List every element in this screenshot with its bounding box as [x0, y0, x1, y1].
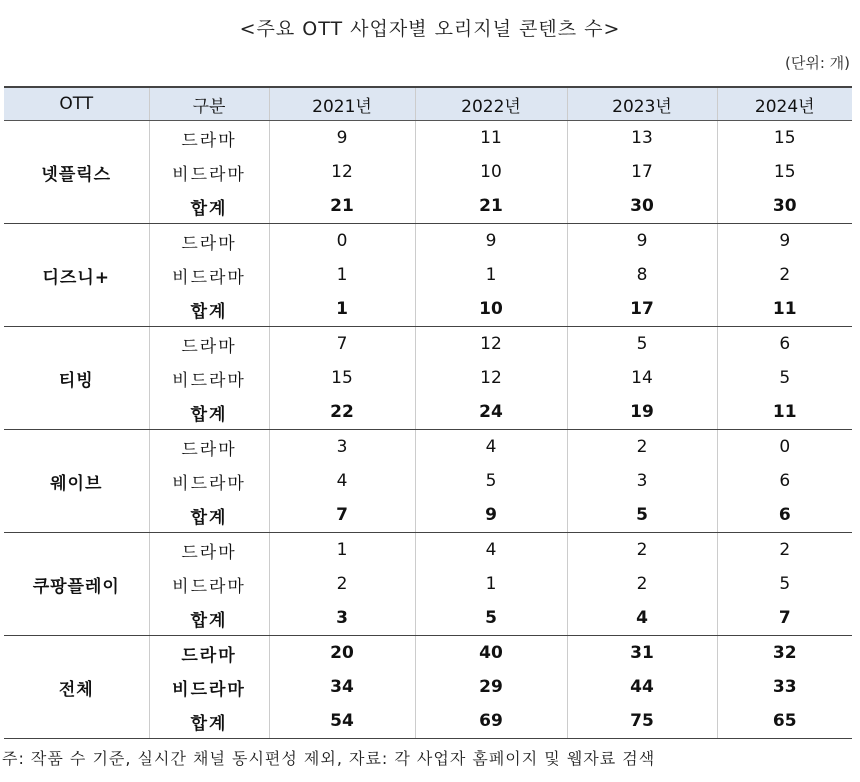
category-cell: 합계	[149, 189, 269, 224]
value-cell: 65	[717, 704, 852, 739]
value-cell: 9	[269, 121, 415, 156]
column-header-2021: 2021년	[269, 87, 415, 121]
value-cell: 7	[717, 601, 852, 636]
category-cell: 드라마	[149, 430, 269, 465]
value-cell: 4	[269, 464, 415, 498]
category-cell: 드라마	[149, 636, 269, 671]
value-cell: 4	[415, 430, 567, 465]
value-cell: 5	[415, 601, 567, 636]
value-cell: 2	[717, 258, 852, 292]
value-cell: 14	[567, 361, 717, 395]
value-cell: 54	[269, 704, 415, 739]
category-cell: 합계	[149, 498, 269, 533]
footnote: 주: 작품 수 기준, 실시간 채널 동시편성 제외, 자료: 각 사업자 홈페이지 및 웹자료 검색	[2, 749, 656, 768]
table-body	[4, 121, 852, 739]
value-cell: 9	[415, 498, 567, 533]
ott-content-table	[4, 86, 852, 739]
value-cell: 5	[567, 327, 717, 362]
value-cell: 12	[269, 155, 415, 189]
category-cell: 비드라마	[149, 361, 269, 395]
column-header-2024: 2024년	[717, 87, 852, 121]
ott-name-wavve: 웨이브	[4, 430, 149, 533]
value-cell: 2	[717, 533, 852, 568]
value-cell: 0	[269, 224, 415, 259]
value-cell: 24	[415, 395, 567, 430]
ott-name-tving: 티빙	[4, 327, 149, 430]
value-cell: 1	[269, 258, 415, 292]
value-cell: 1	[415, 567, 567, 601]
value-cell: 17	[567, 292, 717, 327]
value-cell: 44	[567, 670, 717, 704]
table-row	[4, 224, 852, 259]
value-cell: 29	[415, 670, 567, 704]
category-cell: 드라마	[149, 224, 269, 259]
category-cell: 합계	[149, 704, 269, 739]
value-cell: 15	[269, 361, 415, 395]
value-cell: 6	[717, 464, 852, 498]
value-cell: 5	[717, 361, 852, 395]
value-cell: 15	[717, 155, 852, 189]
value-cell: 20	[269, 636, 415, 671]
value-cell: 33	[717, 670, 852, 704]
value-cell: 1	[269, 292, 415, 327]
value-cell: 7	[269, 327, 415, 362]
value-cell: 8	[567, 258, 717, 292]
value-cell: 5	[567, 498, 717, 533]
table-row	[4, 121, 852, 156]
value-cell: 15	[717, 121, 852, 156]
category-cell: 비드라마	[149, 567, 269, 601]
category-cell: 비드라마	[149, 464, 269, 498]
column-header-2023: 2023년	[567, 87, 717, 121]
value-cell: 4	[567, 601, 717, 636]
category-cell: 합계	[149, 292, 269, 327]
value-cell: 3	[567, 464, 717, 498]
value-cell: 6	[717, 327, 852, 362]
value-cell: 3	[269, 601, 415, 636]
value-cell: 1	[415, 258, 567, 292]
category-cell: 합계	[149, 395, 269, 430]
category-cell: 드라마	[149, 533, 269, 568]
column-header-ott: OTT	[4, 87, 149, 121]
value-cell: 40	[415, 636, 567, 671]
value-cell: 11	[415, 121, 567, 156]
value-cell: 31	[567, 636, 717, 671]
value-cell: 3	[269, 430, 415, 465]
table-row	[4, 430, 852, 465]
value-cell: 17	[567, 155, 717, 189]
column-header-category: 구분	[149, 87, 269, 121]
ott-name-total: 전체	[4, 636, 149, 739]
column-header-2022: 2022년	[415, 87, 567, 121]
value-cell: 7	[269, 498, 415, 533]
value-cell: 2	[567, 533, 717, 568]
category-cell: 비드라마	[149, 258, 269, 292]
value-cell: 9	[717, 224, 852, 259]
value-cell: 10	[415, 155, 567, 189]
category-cell: 비드라마	[149, 670, 269, 704]
value-cell: 21	[269, 189, 415, 224]
table-row	[4, 636, 852, 671]
category-cell: 드라마	[149, 327, 269, 362]
ott-name-coupang-play: 쿠팡플레이	[4, 533, 149, 636]
value-cell: 30	[567, 189, 717, 224]
value-cell: 2	[567, 567, 717, 601]
category-cell: 비드라마	[149, 155, 269, 189]
value-cell: 1	[269, 533, 415, 568]
ott-name-disney-plus: 디즈니+	[4, 224, 149, 327]
value-cell: 9	[415, 224, 567, 259]
table-title: <주요 OTT 사업자별 오리지널 콘텐츠 수>	[239, 18, 621, 40]
table-row	[4, 327, 852, 362]
value-cell: 2	[567, 430, 717, 465]
value-cell: 5	[717, 567, 852, 601]
value-cell: 69	[415, 704, 567, 739]
value-cell: 22	[269, 395, 415, 430]
value-cell: 11	[717, 395, 852, 430]
value-cell: 12	[415, 327, 567, 362]
value-cell: 6	[717, 498, 852, 533]
value-cell: 13	[567, 121, 717, 156]
value-cell: 0	[717, 430, 852, 465]
table-row	[4, 533, 852, 568]
ott-name-netflix: 넷플릭스	[4, 121, 149, 224]
value-cell: 4	[415, 533, 567, 568]
value-cell: 11	[717, 292, 852, 327]
unit-label: (단위: 개)	[785, 54, 850, 72]
value-cell: 30	[717, 189, 852, 224]
value-cell: 2	[269, 567, 415, 601]
value-cell: 9	[567, 224, 717, 259]
category-cell: 드라마	[149, 121, 269, 156]
category-cell: 합계	[149, 601, 269, 636]
header-row	[4, 87, 852, 121]
value-cell: 19	[567, 395, 717, 430]
value-cell: 34	[269, 670, 415, 704]
value-cell: 21	[415, 189, 567, 224]
value-cell: 10	[415, 292, 567, 327]
value-cell: 32	[717, 636, 852, 671]
value-cell: 5	[415, 464, 567, 498]
value-cell: 75	[567, 704, 717, 739]
value-cell: 12	[415, 361, 567, 395]
